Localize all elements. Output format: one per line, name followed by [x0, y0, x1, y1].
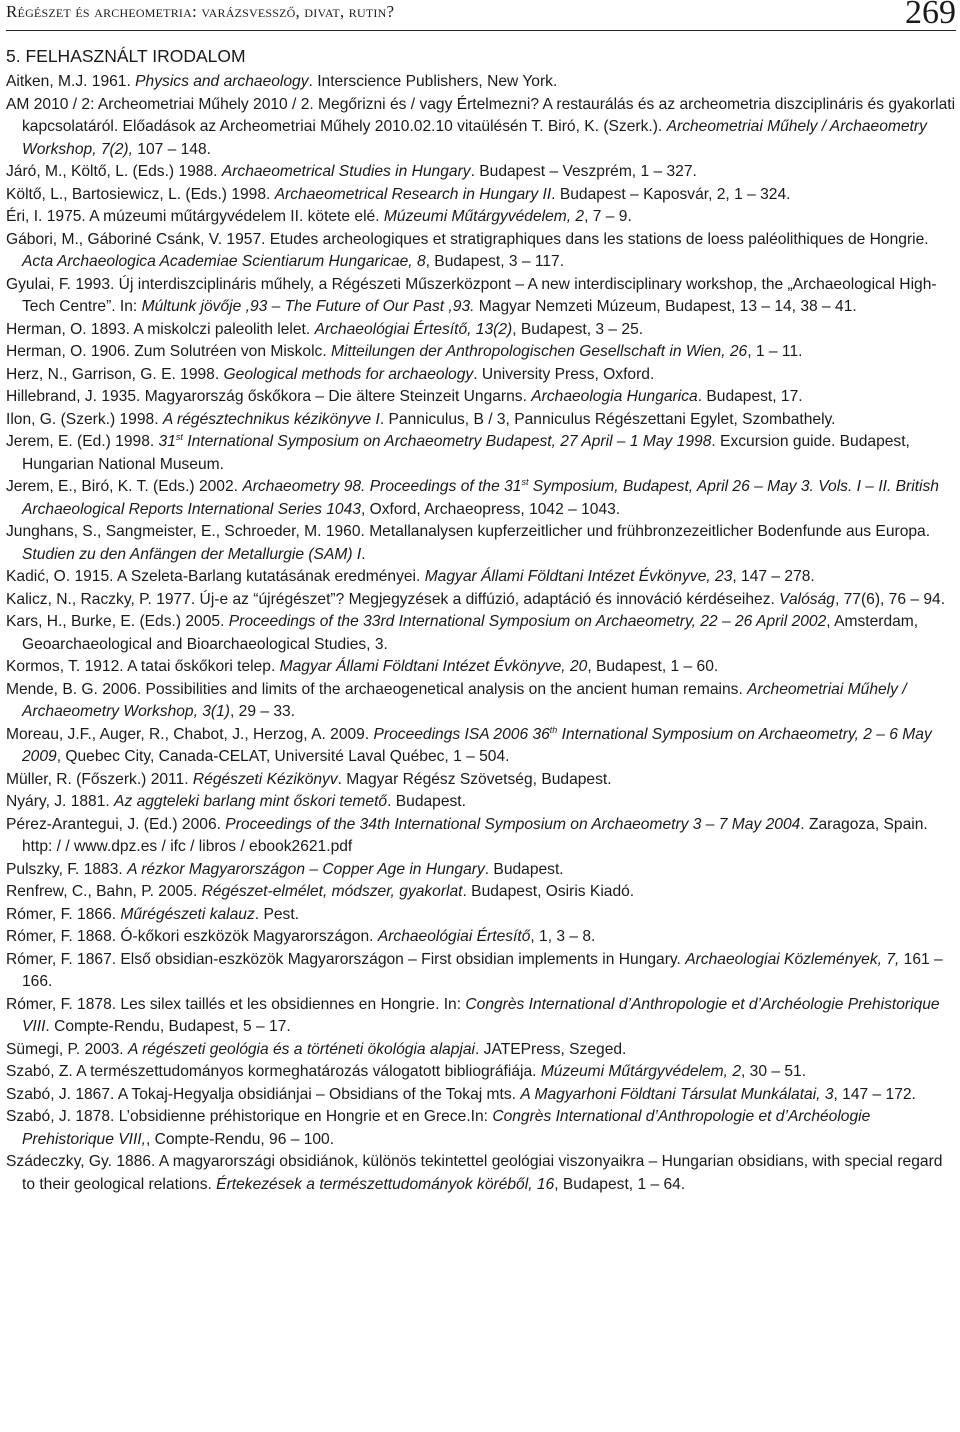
reference-text: , Budapest, 1 – 60. — [587, 658, 719, 675]
reference-text: Rómer, F. 1878. Les silex taillés et les obsidiennes en Hongrie. In: — [6, 995, 466, 1013]
reference-entry — [6, 274, 958, 319]
reference-text: Pérez-Arantegui, J. (Ed.) 2006. — [6, 815, 226, 833]
reference-text: Rómer, F. 1868. Ó-kőkori eszközök Magyarországon. — [6, 928, 378, 945]
reference-entry — [6, 386, 958, 409]
reference-entry — [6, 71, 958, 94]
reference-superscript: st — [521, 477, 529, 487]
reference-title-italic: Magyar Állami Földtani Intézet Évkönyve, 20 — [279, 658, 588, 675]
reference-text: . University Press, Oxford. — [473, 365, 655, 383]
reference-text: Szabó, J. 1867. A Tokaj-Hegyalja obsidiánjai – Obsidians of the Tokaj mts. — [6, 1085, 521, 1103]
reference-text: Kadić, O. 1915. A Szeleta-Barlang kutatásának eredményei. — [6, 568, 425, 585]
reference-text: Herz, N., Garrison, G. E. 1998. — [6, 365, 224, 383]
reference-text: Herman, O. 1893. A miskolczi paleolith lelet. — [6, 320, 315, 338]
reference-title-italic: Symposium, Budapest, April 26 – May 3. Vols. I – II. British Archaeological Reports International Series 1043 — [22, 478, 939, 518]
reference-text: Herman, O. 1906. Zum Solutréen von Miskolc. — [6, 343, 332, 360]
running-title: Régészet és archeometria: varázsvessző, divat, rutin? — [6, 2, 395, 21]
reference-entry — [6, 319, 958, 342]
reference-text: Rómer, F. 1866. — [6, 905, 121, 923]
reference-title-italic: 31 — [158, 433, 176, 450]
reference-text: . Budapest – Kaposvár, 2, 1 – 324. — [551, 185, 791, 203]
reference-title-italic: International Symposium on Archaeometry Budapest, 27 April – 1 May 1998 — [182, 433, 712, 450]
reference-title-italic: Proceedings of the 33rd International Symposium on Archaeometry, 22 – 26 April 2002 — [228, 613, 827, 630]
reference-text: Szabó, Z. A természettudományos kormeghatározás válogatott bibliográfiája. — [6, 1063, 541, 1080]
reference-entry — [6, 94, 958, 162]
reference-text: Kormos, T. 1912. A tatai őskőkori telep. — [6, 658, 280, 675]
reference-text: . Pest. — [254, 905, 299, 923]
section-title: 5. FELHASZNÁLT IRODALOM — [6, 46, 246, 66]
reference-text: Renfrew, C., Bahn, P. 2005. — [6, 883, 202, 900]
reference-entry — [6, 611, 958, 656]
reference-text: , Oxford, Archaeopress, 1042 – 1043. — [360, 500, 621, 518]
reference-text: , 77(6), 76 – 94. — [834, 590, 946, 608]
reference-entry — [6, 814, 958, 859]
reference-entry — [6, 589, 958, 612]
reference-title-italic: Múzeumi Műtárgyvédelem, 2 — [383, 208, 585, 225]
reference-text: Rómer, F. 1867. Első obsidian-eszközök Magyarországon – First obsidian implements in Hungary. — [6, 950, 686, 968]
reference-entry — [6, 791, 958, 814]
reference-text: Ilon, G. (Szerk.) 1998. — [6, 410, 163, 428]
reference-title-italic: Archaeologiai Közlemények, 7, — [685, 950, 900, 968]
reference-title-italic: Proceedings ISA 2006 36 — [373, 725, 550, 743]
reference-text: . Budapest, 17. — [697, 388, 803, 405]
reference-entry — [6, 1084, 958, 1107]
reference-title-italic: International Symposium on Archaeometry, 2 – 6 May 2009 — [22, 725, 932, 765]
reference-superscript: st — [175, 432, 183, 442]
reference-text: Gyulai, F. 1993. Új interdiszciplináris műhely, a Régészeti Műszerközpont – A new interdisciplinary workshop, the „Archaeological High-Tech Centre”. In: — [6, 275, 937, 315]
reference-title-italic: Physics and archaeology — [135, 73, 309, 90]
reference-text: , 1, 3 – 8. — [530, 928, 596, 945]
reference-title-italic: Magyar Állami Földtani Intézet Évkönyve, 23 — [424, 568, 733, 585]
reference-entry — [6, 229, 958, 274]
page-number: 269 — [901, 0, 956, 30]
reference-text: . Compte-Rendu, Budapest, 5 – 17. — [45, 1018, 291, 1035]
reference-title-italic: A régésztechnikus kézikönyve I — [162, 410, 380, 428]
reference-text: Pulszky, F. 1883. — [6, 860, 128, 878]
reference-text: . Budapest. — [387, 793, 466, 810]
reference-entry — [6, 926, 958, 949]
reference-text: Szabó, J. 1878. L’obsidienne préhistorique en Hongrie et en Grece.In: — [6, 1108, 493, 1125]
reference-title-italic: Studien zu den Anfängen der Metallurgie (SAM) I — [22, 545, 362, 563]
reference-text: . Excursion guide. Budapest, Hungarian National Museum. — [22, 433, 910, 473]
reference-text: . Budapest – Veszprém, 1 – 327. — [470, 163, 697, 180]
reference-text: Költő, L., Bartosiewicz, L. (Eds.) 1998. — [6, 185, 275, 203]
reference-text: Mende, B. G. 2006. Possibilities and limits of the archaeogenetical analysis on the ancient human remains. — [6, 680, 748, 698]
reference-title-italic: Archaeologia Hungarica — [531, 388, 698, 405]
reference-entry — [6, 161, 958, 184]
reference-title-italic: Archaeológiai Értesítő — [377, 928, 531, 945]
reference-title-italic: Congrès International d’Anthropologie et d’Archéologie Prehistorique VIII — [22, 995, 940, 1035]
reference-text: . Budapest, Osiris Kiadó. — [462, 883, 635, 900]
reference-text: Aitken, M.J. 1961. — [6, 73, 136, 90]
reference-text: . Interscience Publishers, New York. — [308, 73, 558, 90]
reference-text: , 29 – 33. — [230, 703, 296, 720]
reference-entry — [6, 1039, 958, 1062]
reference-title-italic: Archaeometrical Research in Hungary II — [274, 185, 552, 203]
reference-text: 107 – 148. — [132, 140, 211, 158]
reference-entry — [6, 724, 958, 769]
reference-text: . Budapest. — [484, 860, 564, 878]
reference-title-italic: Proceedings of the 34th International Symposium on Archaeometry 3 – 7 May 2004 — [225, 815, 801, 833]
reference-text: . Magyar Régész Szövetség, Budapest. — [337, 770, 612, 788]
reference-entry — [6, 656, 958, 679]
reference-entry — [6, 1061, 958, 1084]
reference-text: , Amsterdam, Geoarchaeological and Bioarchaeological Studies, 3. — [22, 613, 919, 653]
reference-entry — [6, 521, 958, 566]
reference-text: , Budapest, 1 – 64. — [554, 1175, 686, 1193]
reference-text: , Quebec City, Canada-CELAT, Université Laval Québec, 1 – 504. — [56, 748, 510, 765]
reference-title-italic: A régészeti geológia és a történeti ökológia alapjai — [127, 1040, 475, 1058]
reference-text: . JATEPress, Szeged. — [475, 1040, 627, 1058]
reference-superscript: th — [549, 724, 558, 735]
reference-entry — [6, 431, 958, 476]
reference-title-italic: Acta Archaeologica Academiae Scientiarum Hungaricae, 8 — [22, 253, 426, 270]
reference-entry — [6, 409, 958, 432]
reference-title-italic: Archeometriai Műhely / Archaeometry Workshop, 3(1) — [22, 680, 907, 720]
reference-entry — [6, 904, 958, 927]
reference-text: Kalicz, N., Raczky, P. 1977. Új-e az “újrégészet”? Megjegyzések a diffúzió, adaptáció és innováció kérdéseihez. — [6, 590, 780, 608]
reference-text: Junghans, S., Sangmeister, E., Schroeder, M. 1960. Metallanalysen kupferzeitlicher und frühbronzezeitlicher Bodenfunde aus Europa. — [6, 523, 931, 540]
reference-entry — [6, 1151, 958, 1196]
reference-text: , 147 – 172. — [833, 1085, 916, 1103]
reference-title-italic: A rézkor Magyarországon – Copper Age in Hungary — [127, 860, 485, 878]
reference-text: , 1 – 11. — [747, 343, 803, 360]
reference-title-italic: Értekezések a természettudományok köréből, 16 — [216, 1175, 555, 1193]
running-header — [6, 0, 956, 31]
reference-title-italic: Valóság — [779, 590, 835, 608]
reference-title-italic: Műrégészeti kalauz — [120, 905, 255, 923]
reference-entry — [6, 364, 958, 387]
reference-title-italic: Archaeológiai Értesítő, 13(2) — [314, 320, 513, 338]
reference-text: , Compte-Rendu, 96 – 100. — [145, 1130, 335, 1148]
reference-title-italic: Geological methods for archaeology — [223, 365, 474, 383]
reference-text: AM 2010 / 2: Archeometriai Műhely 2010 / 2. Megőrizni és / vagy Értelmezni? A restaurálás és az archeometria diszciplináris és gyakorlati kapcsolatáról. Előadások az Archeometriai Műhely 2010.02.10 vitaülésén T. Biró, K. (Szerk.). — [6, 95, 956, 135]
reference-text: , 30 – 51. — [741, 1063, 807, 1080]
reference-title-italic: Régészeti Kézikönyv — [192, 770, 338, 788]
reference-text: Müller, R. (Főszerk.) 2011. — [6, 770, 193, 788]
reference-list — [6, 71, 958, 1196]
reference-text: , Budapest, 3 – 25. — [512, 320, 644, 338]
reference-entry — [6, 206, 958, 229]
reference-text: , Budapest, 3 – 117. — [425, 253, 565, 270]
reference-text: Magyar Nemzeti Múzeum, Budapest, 13 – 14, 38 – 41. — [474, 298, 857, 315]
reference-title-italic: Congrès International d’Anthropologie et d’Archéologie Prehistorique VIII, — [22, 1108, 871, 1148]
reference-text: Hillebrand, J. 1935. Magyarország őskőkora – Die ältere Steinzeit Ungarns. — [6, 388, 532, 405]
reference-entry — [6, 476, 958, 521]
reference-text: Jerem, E., Biró, K. T. (Eds.) 2002. — [6, 478, 243, 495]
reference-title-italic: Archaeometry 98. Proceedings of the 31 — [242, 478, 522, 495]
reference-title-italic: Régészet-elmélet, módszer, gyakorlat — [201, 883, 463, 900]
reference-entry — [6, 769, 958, 792]
reference-text: , 7 – 9. — [584, 208, 632, 225]
reference-entry — [6, 566, 958, 589]
reference-entry — [6, 341, 958, 364]
reference-text: , 147 – 278. — [732, 568, 815, 585]
reference-text: . — [361, 545, 366, 563]
reference-text: Jerem, E. (Ed.) 1998. — [6, 433, 159, 450]
reference-title-italic: Múzeumi Műtárgyvédelem, 2 — [540, 1063, 742, 1080]
reference-text: Járó, M., Költő, L. (Eds.) 1988. — [6, 163, 222, 180]
reference-text: Gábori, M., Gáboriné Csánk, V. 1957. Etudes archeologiques et stratigraphiques dans les stations de loess paléolithiques de Hongrie. — [6, 230, 929, 248]
reference-entry — [6, 1106, 958, 1151]
reference-text: . Panniculus, B / 3, Panniculus Régészettani Egylet, Szombathely. — [379, 410, 836, 428]
reference-title-italic: Az aggteleki barlang mint őskori temető — [114, 793, 388, 810]
reference-title-italic: Mitteilungen der Anthropologischen Gesellschaft in Wien, 26 — [331, 343, 748, 360]
reference-entry — [6, 949, 958, 994]
reference-text: Éri, I. 1975. A múzeumi műtárgyvédelem II. kötete elé. — [6, 208, 384, 225]
reference-title-italic: Archaeometrical Studies in Hungary — [221, 163, 471, 180]
reference-title-italic: A Magyarhoni Földtani Társulat Munkálatai, 3 — [520, 1085, 834, 1103]
reference-title-italic: Archeometriai Műhely / Archaeometry Workshop, 7(2), — [22, 118, 927, 158]
reference-text: Moreau, J.F., Auger, R., Chabot, J., Herzog, A. 2009. — [6, 725, 374, 743]
reference-entry — [6, 994, 958, 1039]
reference-text: Szádeczky, Gy. 1886. A magyarországi obsidiánok, különös tekintettel geológiai viszonyaikra – Hungarian obsidians, with special regard to their geological relations. — [6, 1153, 943, 1193]
reference-text: Sümegi, P. 2003. — [6, 1040, 128, 1058]
reference-entry — [6, 184, 958, 207]
reference-entry — [6, 881, 958, 904]
reference-text: 161 – 166. — [22, 950, 943, 990]
reference-text: Kars, H., Burke, E. (Eds.) 2005. — [6, 613, 229, 630]
reference-entry — [6, 859, 958, 882]
reference-text: . Zaragoza, Spain. http: / / www.dpz.es / ifc / libros / ebook2621.pdf — [22, 815, 928, 855]
reference-title-italic: Múltunk jövője ,93 – The Future of Our Past ,93. — [141, 298, 475, 315]
reference-text: Nyáry, J. 1881. — [6, 793, 115, 810]
reference-entry — [6, 679, 958, 724]
